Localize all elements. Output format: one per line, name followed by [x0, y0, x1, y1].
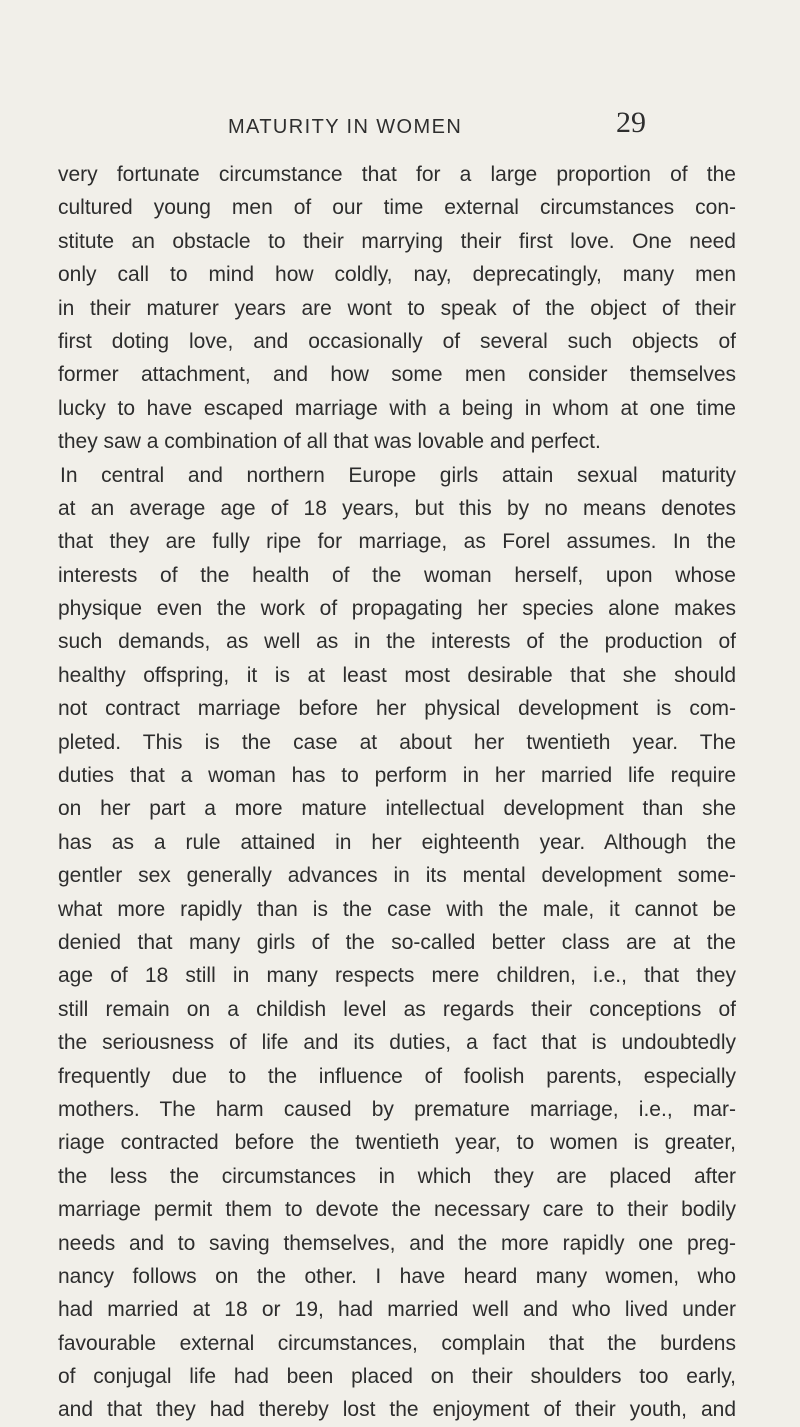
text-line: physique even the work of propagating her species alone makes: [58, 597, 736, 621]
text-line: riage contracted before the twentieth year, to women is greater,: [58, 1131, 736, 1155]
text-line: on her part a more mature intellectual development than she: [58, 797, 736, 821]
text-line: nancy follows on the other. I have heard many women, who: [58, 1264, 736, 1288]
text-line: and that they had thereby lost the enjoyment of their youth, and: [58, 1398, 736, 1422]
text-line: mothers. The harm caused by premature marriage, i.e., mar-: [58, 1097, 736, 1121]
text-line: only call to mind how coldly, nay, deprecatingly, many men: [58, 263, 736, 287]
text-line: at an average age of 18 years, but this by no means denotes: [58, 496, 736, 520]
text-line: first doting love, and occasionally of several such objects of: [58, 329, 736, 353]
text-line: former attachment, and how some men consider themselves: [58, 363, 736, 387]
text-line: very fortunate circumstance that for a large proportion of the: [58, 163, 736, 186]
text-line: pleted. This is the case at about her twentieth year. The: [58, 730, 736, 754]
text-line: duties that a woman has to perform in her married life require: [58, 764, 736, 788]
text-line: needs and to saving themselves, and the more rapidly one preg-: [58, 1231, 736, 1255]
text-line: the less the circumstances in which they are placed after: [58, 1164, 736, 1188]
text-line: cultured young men of our time external circumstances con-: [58, 196, 736, 220]
text-line: they saw a combination of all that was lovable and perfect.: [58, 430, 601, 454]
text-line: has as a rule attained in her eighteenth year. Although the: [58, 830, 736, 854]
text-line: in their maturer years are wont to speak of the object of their: [58, 296, 736, 320]
text-line: lucky to have escaped marriage with a being in whom at one time: [58, 396, 736, 420]
text-line: age of 18 still in many respects mere children, i.e., that they: [58, 964, 736, 988]
text-line: the seriousness of life and its duties, a fact that is undoubtedly: [58, 1031, 736, 1055]
text-line: that they are fully ripe for marriage, as Forel assumes. In the: [58, 530, 736, 554]
text-line: healthy offspring, it is at least most desirable that she should: [58, 663, 736, 687]
text-line: marriage permit them to devote the necessary care to their bodily: [58, 1198, 736, 1222]
text-line: what more rapidly than is the case with the male, it cannot be: [58, 897, 736, 921]
text-line: of conjugal life had been placed on their shoulders too early,: [58, 1365, 736, 1389]
text-line: frequently due to the influence of foolish parents, especially: [58, 1064, 736, 1088]
text-line: stitute an obstacle to their marrying their first love. One need: [58, 229, 736, 253]
text-line: such demands, as well as in the interests of the production of: [58, 630, 736, 654]
text-line: favourable external circumstances, complain that the burdens: [58, 1331, 736, 1355]
page-number: 29: [616, 106, 646, 139]
text-line: still remain on a childish level as regards their conceptions of: [58, 997, 736, 1021]
running-head: MATURITY IN WOMEN: [228, 116, 463, 138]
paragraph-start-line: In central and northern Europe girls attain sexual maturity: [60, 463, 736, 487]
text-line: gentler sex generally advances in its mental development some-: [58, 864, 736, 888]
text-line: had married at 18 or 19, had married well and who lived under: [58, 1298, 736, 1322]
text-line: denied that many girls of the so-called better class are at the: [58, 930, 736, 954]
text-line: not contract marriage before her physical development is com-: [58, 697, 736, 721]
text-line: interests of the health of the woman herself, upon whose: [58, 563, 736, 587]
body-text: [58, 158, 736, 1427]
